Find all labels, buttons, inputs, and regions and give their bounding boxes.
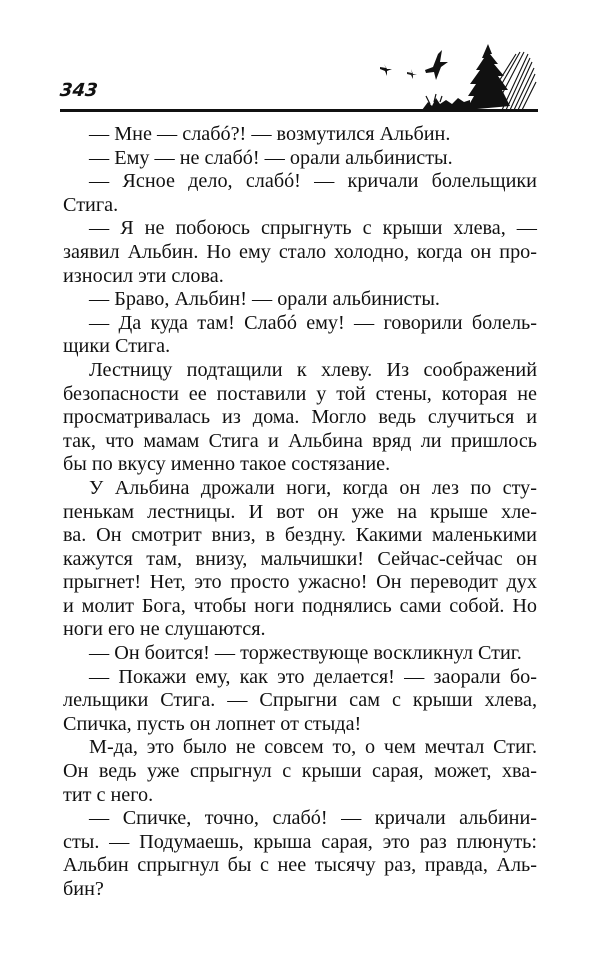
text-line: Лестницу подтащили к хлеву. Из соображений	[89, 358, 537, 381]
text-line: Альбин спрыгнул бы с нее тысячу раз, правда, Аль-	[63, 854, 537, 877]
paragraph	[63, 312, 537, 359]
text-line: лельщики Стига. — Спрыгни сам с крыши хлева,	[63, 689, 537, 712]
text-line: бин?	[63, 878, 104, 900]
text-line: — Браво, Альбин! — орали альбинисты.	[89, 288, 440, 311]
text-line: М-да, это было не совсем то, о чем мечтал Стиг.	[89, 736, 537, 759]
body-text	[63, 123, 537, 902]
text-line: Стига.	[63, 193, 119, 216]
paragraph	[63, 642, 537, 666]
paragraph	[63, 477, 537, 642]
text-line: и молит Бога, чтобы ноги поднялись сами собой. Но	[63, 594, 537, 617]
text-line: тит с него.	[63, 783, 154, 806]
paragraph	[63, 288, 537, 312]
text-line: — Спичке, точно, слабó! — кричали альбини-	[89, 807, 537, 830]
text-line: — Мне — слабó?! — возмутился Альбин.	[89, 123, 451, 145]
text-line: кажутся там, внизу, мальчишки! Сейчас-сейчас он	[63, 547, 537, 570]
text-line: — Ему — не слабó! — орали альбинисты.	[89, 146, 453, 169]
text-line: заявил Альбин. Но ему стало холодно, когда он про-	[63, 240, 537, 263]
paragraph	[63, 807, 537, 901]
birds-and-tree-icon	[370, 40, 542, 112]
paragraph	[63, 736, 537, 807]
text-line: просматривалась из дома. Могло ведь случиться и	[63, 406, 537, 429]
text-line: ноги его не слушаются.	[63, 618, 266, 641]
text-line: — Да куда там! Слабó ему! — говорили болель-	[89, 311, 537, 334]
text-line: — Я не побоюсь спрыгнуть с крыши хлева, —	[89, 217, 537, 240]
text-line: Он ведь уже спрыгнул с крыши сарая, может, хва-	[63, 760, 537, 783]
text-line: У Альбина дрожали ноги, когда он лез по сту-	[89, 476, 537, 499]
text-line: бы по вкусу именно такое состязание.	[63, 453, 391, 476]
paragraph	[63, 147, 537, 171]
text-line: — Он боится! — торжествующе воскликнул Стиг.	[89, 642, 522, 665]
text-line: прыгнет! Нет, это просто ужасно! Он переводит дух	[63, 571, 537, 594]
paragraph	[63, 666, 537, 737]
text-line: безопасности ее поставили у той стены, которая не	[63, 382, 537, 405]
paragraph	[63, 359, 537, 477]
paragraph	[63, 123, 537, 147]
text-line: — Покажи ему, как это делается! — заорали бо-	[89, 665, 537, 688]
text-line: износил эти слова.	[63, 264, 224, 287]
text-line: так, что мамам Стига и Альбина вряд ли пришлось	[63, 429, 537, 452]
paragraph	[63, 170, 537, 217]
text-line: щики Стига.	[63, 335, 171, 358]
header-rule	[60, 109, 538, 112]
page-number: 343	[58, 80, 99, 101]
paragraph	[63, 217, 537, 288]
text-line: пенькам лестницы. И вот он уже на крыше хле-	[63, 500, 537, 523]
text-line: сты. — Подумаешь, крыша сарая, это раз плюнуть:	[63, 830, 537, 853]
text-line: — Ясное дело, слабó! — кричали болельщики	[89, 170, 537, 193]
text-line: ва. Он смотрит вниз, в бездну. Какими маленькими	[63, 524, 537, 547]
text-line: Спичка, пусть он лопнет от стыда!	[63, 712, 362, 735]
